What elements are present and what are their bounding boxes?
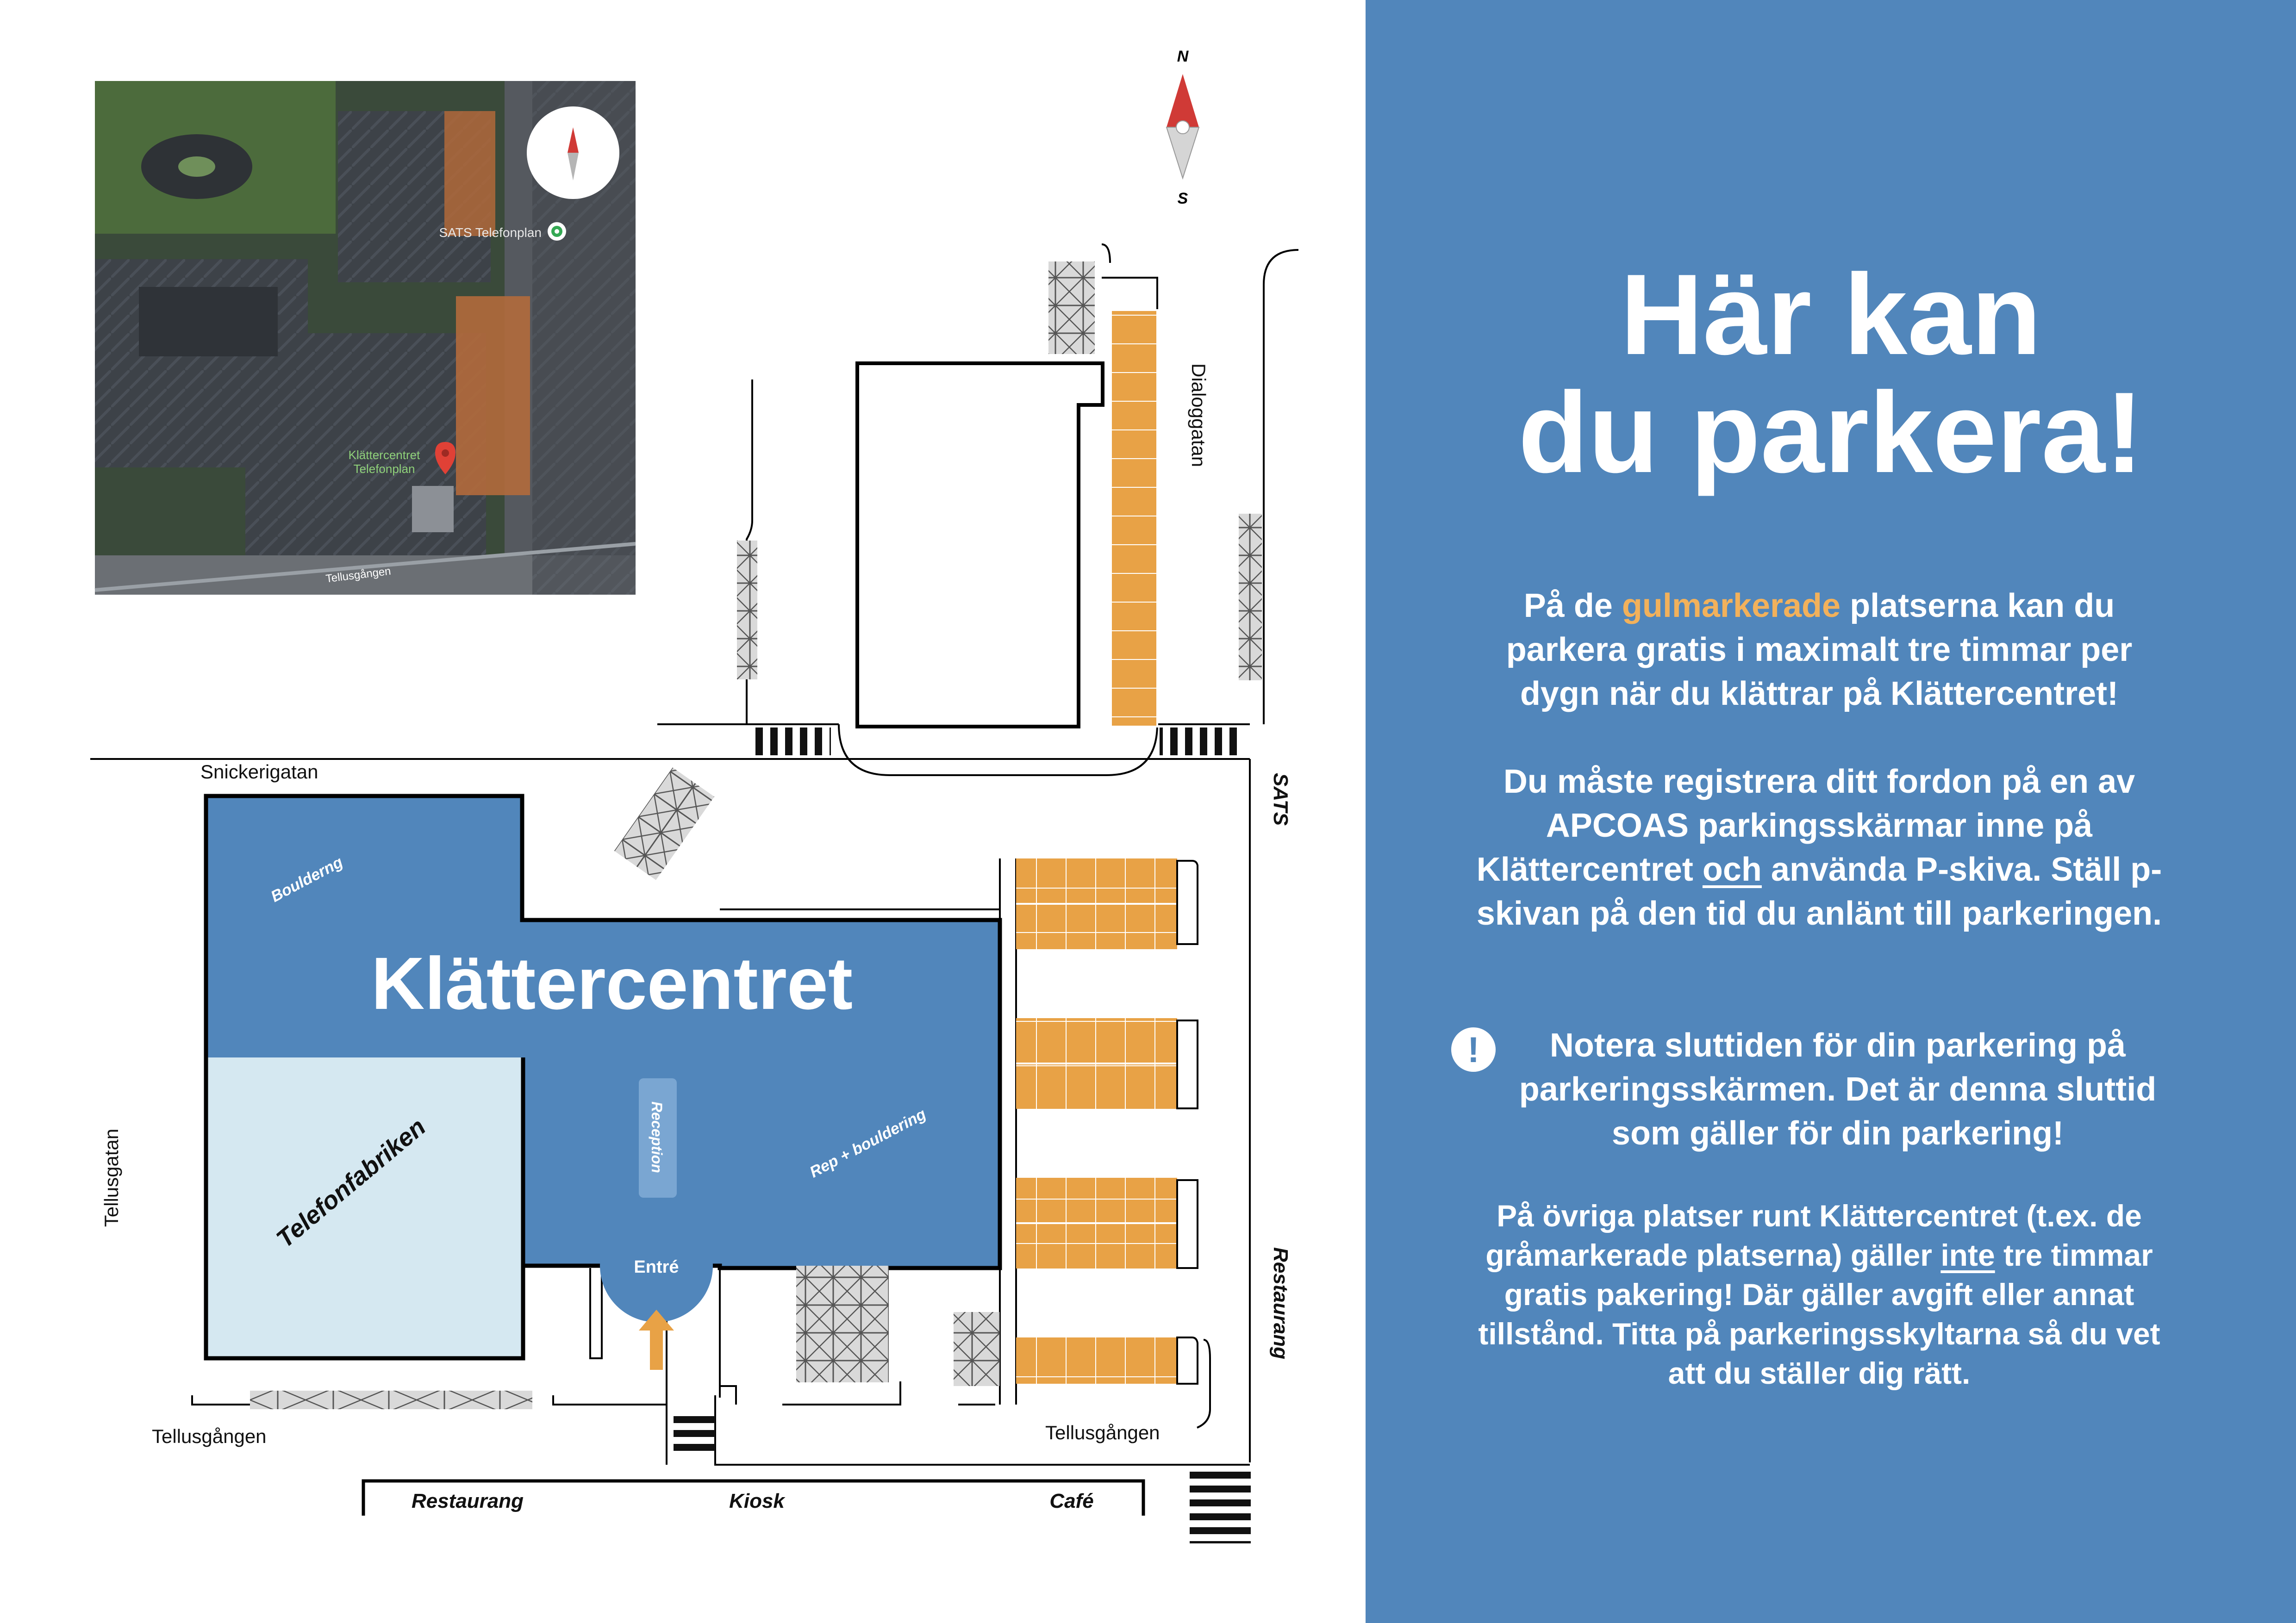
street-snickerigatan: Snickerigatan [200, 761, 318, 783]
p4-underlined: inte [1940, 1238, 1995, 1272]
area-reception: Reception [649, 1101, 665, 1173]
paragraph-other-parking [1472, 1196, 2166, 1393]
neighbor-restaurang-bottom: Restaurang [411, 1490, 524, 1512]
compass-north-label: N [1177, 48, 1189, 65]
p1-text-b: platserna kan du parkera gratis i maximalt tre timmar per dygn när du klättrar på Klättercentret! [1506, 587, 2133, 712]
neighbor-cafe: Café [1049, 1490, 1094, 1512]
paragraph-free-parking [1472, 584, 2166, 716]
inset-poi-telefonplan: Telefonplan [353, 462, 415, 476]
panel-title-line2: du parkera! [1518, 368, 2144, 497]
neighbor-kiosk: Kiosk [729, 1490, 785, 1512]
p4-text-b: tre timmar gratis pakering! Där gäller avgift eller annat tillstånd. Titta på parkeringsskyltarna så du vet att du ställer dig rätt. [1478, 1238, 2160, 1390]
p2-text-a: Du måste registrera ditt fordon på en av APCOAS parkingsskärmar inne på Klättercentret [1476, 763, 2135, 888]
p4-text-a: På övriga platser runt Klättercentret (t.ex. de gråmarkerade platserna) gäller [1485, 1199, 2142, 1272]
p2-text-b: använda P-skiva. Ställ p-skivan på den tid du anlänt till parkeringen. [1476, 851, 2162, 932]
street-tellusgangen-left: Tellusgången [152, 1425, 267, 1447]
sats-building [857, 363, 1103, 727]
area-entrance: Entré [634, 1257, 679, 1277]
p1-highlight: gulmarkerade [1622, 587, 1841, 624]
inset-poi-sats: SATS Telefonplan [439, 225, 542, 240]
area-bouldering: Boulderng [268, 853, 346, 906]
paragraph-end-time: Notera sluttiden för din parkering på parkeringsskärmen. Det är denna sluttid som gäller för din parkering! [1519, 1027, 2157, 1152]
panel-title-line1: Här kan [1620, 250, 2041, 379]
area-telefonfabriken: Telefonfabriken [271, 1113, 431, 1253]
area-rep-bouldering: Rep + bouldering [806, 1105, 929, 1181]
exclamation-icon: ! [1451, 1027, 1496, 1072]
street-tellusgatan: Tellusgatan [100, 1128, 122, 1227]
compass-south-label: S [1177, 190, 1188, 207]
building-name: Klättercentret [371, 942, 853, 1025]
satellite-inset [95, 81, 636, 595]
neighbor-restaurang-right: Restaurang [1269, 1247, 1292, 1360]
p2-underlined: och [1702, 851, 1762, 888]
neighbor-sats: SATS [1269, 773, 1292, 826]
parking-end-caps [1177, 861, 1198, 1384]
compass-icon [1167, 74, 1199, 178]
p1-text-a: På de [1523, 587, 1622, 624]
inset-poi-klattercentret: Klättercentret [348, 448, 420, 462]
inset-street-label: Tellusgången [325, 565, 392, 585]
street-dialoggatan: Dialoggatan [1188, 363, 1210, 467]
info-panel [1366, 0, 2296, 1623]
telefonfabriken-area [208, 1057, 523, 1356]
paragraph-registration [1472, 760, 2166, 936]
street-tellusgangen-right: Tellusgången [1045, 1422, 1160, 1443]
